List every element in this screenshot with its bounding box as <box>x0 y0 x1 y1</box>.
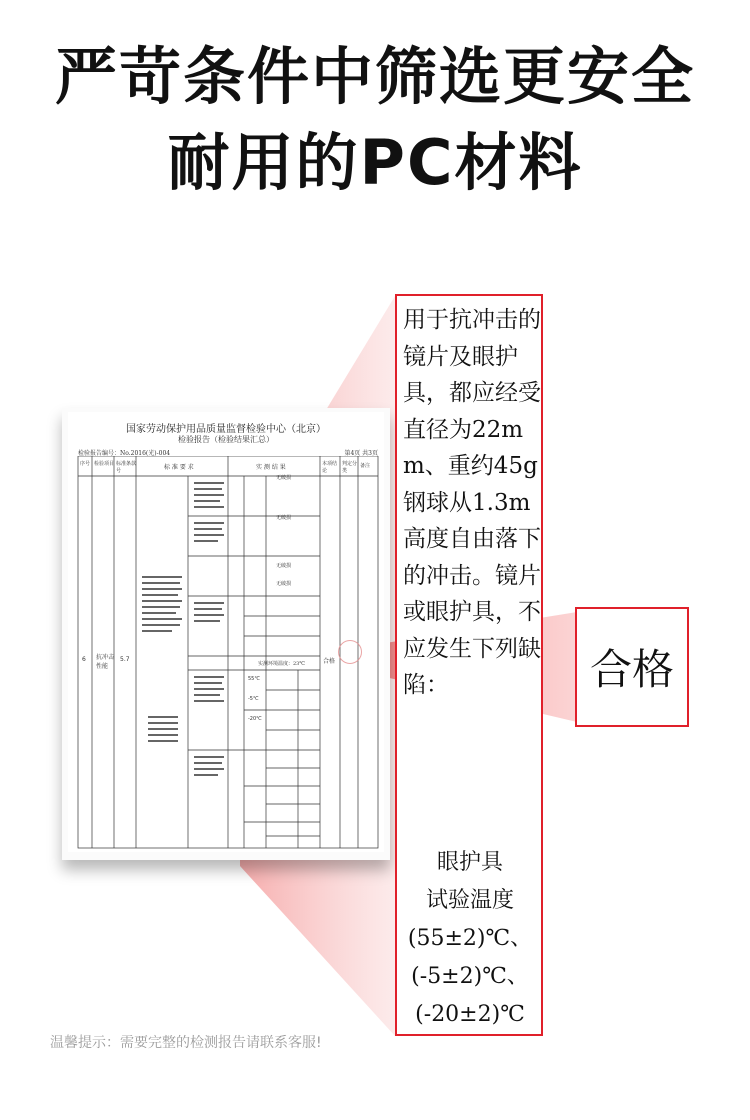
report-header-conclusion: 本项结论 <box>322 461 338 474</box>
tip-text: 温馨提示：需要完整的检测报告请联系客服! <box>50 1035 322 1051</box>
report-page: 第4页 共3页 <box>344 450 378 457</box>
report-header-item: 检验项目 <box>94 461 115 467</box>
pass-box <box>575 607 689 727</box>
report-header-result: 实 测 结 果 <box>256 464 286 471</box>
report-temp-55: 55℃ <box>248 676 260 682</box>
report-temp-note: 实测环境温度：23℃ <box>258 661 305 667</box>
callout-line: (-20±2)℃ <box>415 1002 525 1027</box>
report-result-none: 无破损 <box>276 581 292 587</box>
headline-line-1: 严苛条件中筛选更安全 <box>54 40 695 113</box>
callout-line: (-5±2)℃、 <box>411 964 529 989</box>
report-title: 国家劳动保护用品质量监督检验中心（北京） <box>126 424 326 435</box>
callout-line: 眼护具 <box>436 850 503 875</box>
report-subtitle: 检验报告（检验结果汇总） <box>178 435 274 444</box>
pass-label: 合格 <box>589 645 674 694</box>
report-paper <box>68 412 384 852</box>
report-result-none: 无破损 <box>276 475 292 481</box>
report-header-requirement: 标 准 要 求 <box>164 464 194 471</box>
report-result-none: 无破损 <box>276 563 292 569</box>
report-temp-minus20: -20℃ <box>248 716 262 722</box>
pass-stamp <box>338 640 362 664</box>
headline-line-2: 耐用的PC材料 <box>167 126 583 199</box>
report-header-seq: 序号 <box>80 461 91 467</box>
report-row-item: 抗冲击性能 <box>96 654 115 670</box>
callout-line: (55±2)℃、 <box>407 926 533 951</box>
callout-text: 用于抗冲击的镜片及眼护具，都应经受直径为22mm、重约45g 钢球从1.3m 高度自由落下的冲击。镜片或眼护具，不应发生下列缺陷： <box>403 307 541 698</box>
report-table <box>68 456 384 856</box>
callout-box <box>395 294 543 1036</box>
report-header-category: 判定分类 <box>342 461 358 474</box>
callout-temperatures <box>397 844 543 1034</box>
report-temp-minus5: -5℃ <box>248 696 259 702</box>
report-row-seq: 6 <box>82 656 86 663</box>
report-header-clause: 标准条款号 <box>116 461 137 474</box>
report-result-none: 无破损 <box>276 515 292 521</box>
callout-line: 试验温度 <box>425 888 514 913</box>
report-number: 检验报告编号：No.2016(光)-004 <box>78 450 171 457</box>
test-report <box>62 408 390 860</box>
report-row-conclusion: 合格 <box>323 658 336 665</box>
report-row-clause: 5.7 <box>120 656 130 663</box>
report-header-remark: 备注 <box>360 463 371 469</box>
